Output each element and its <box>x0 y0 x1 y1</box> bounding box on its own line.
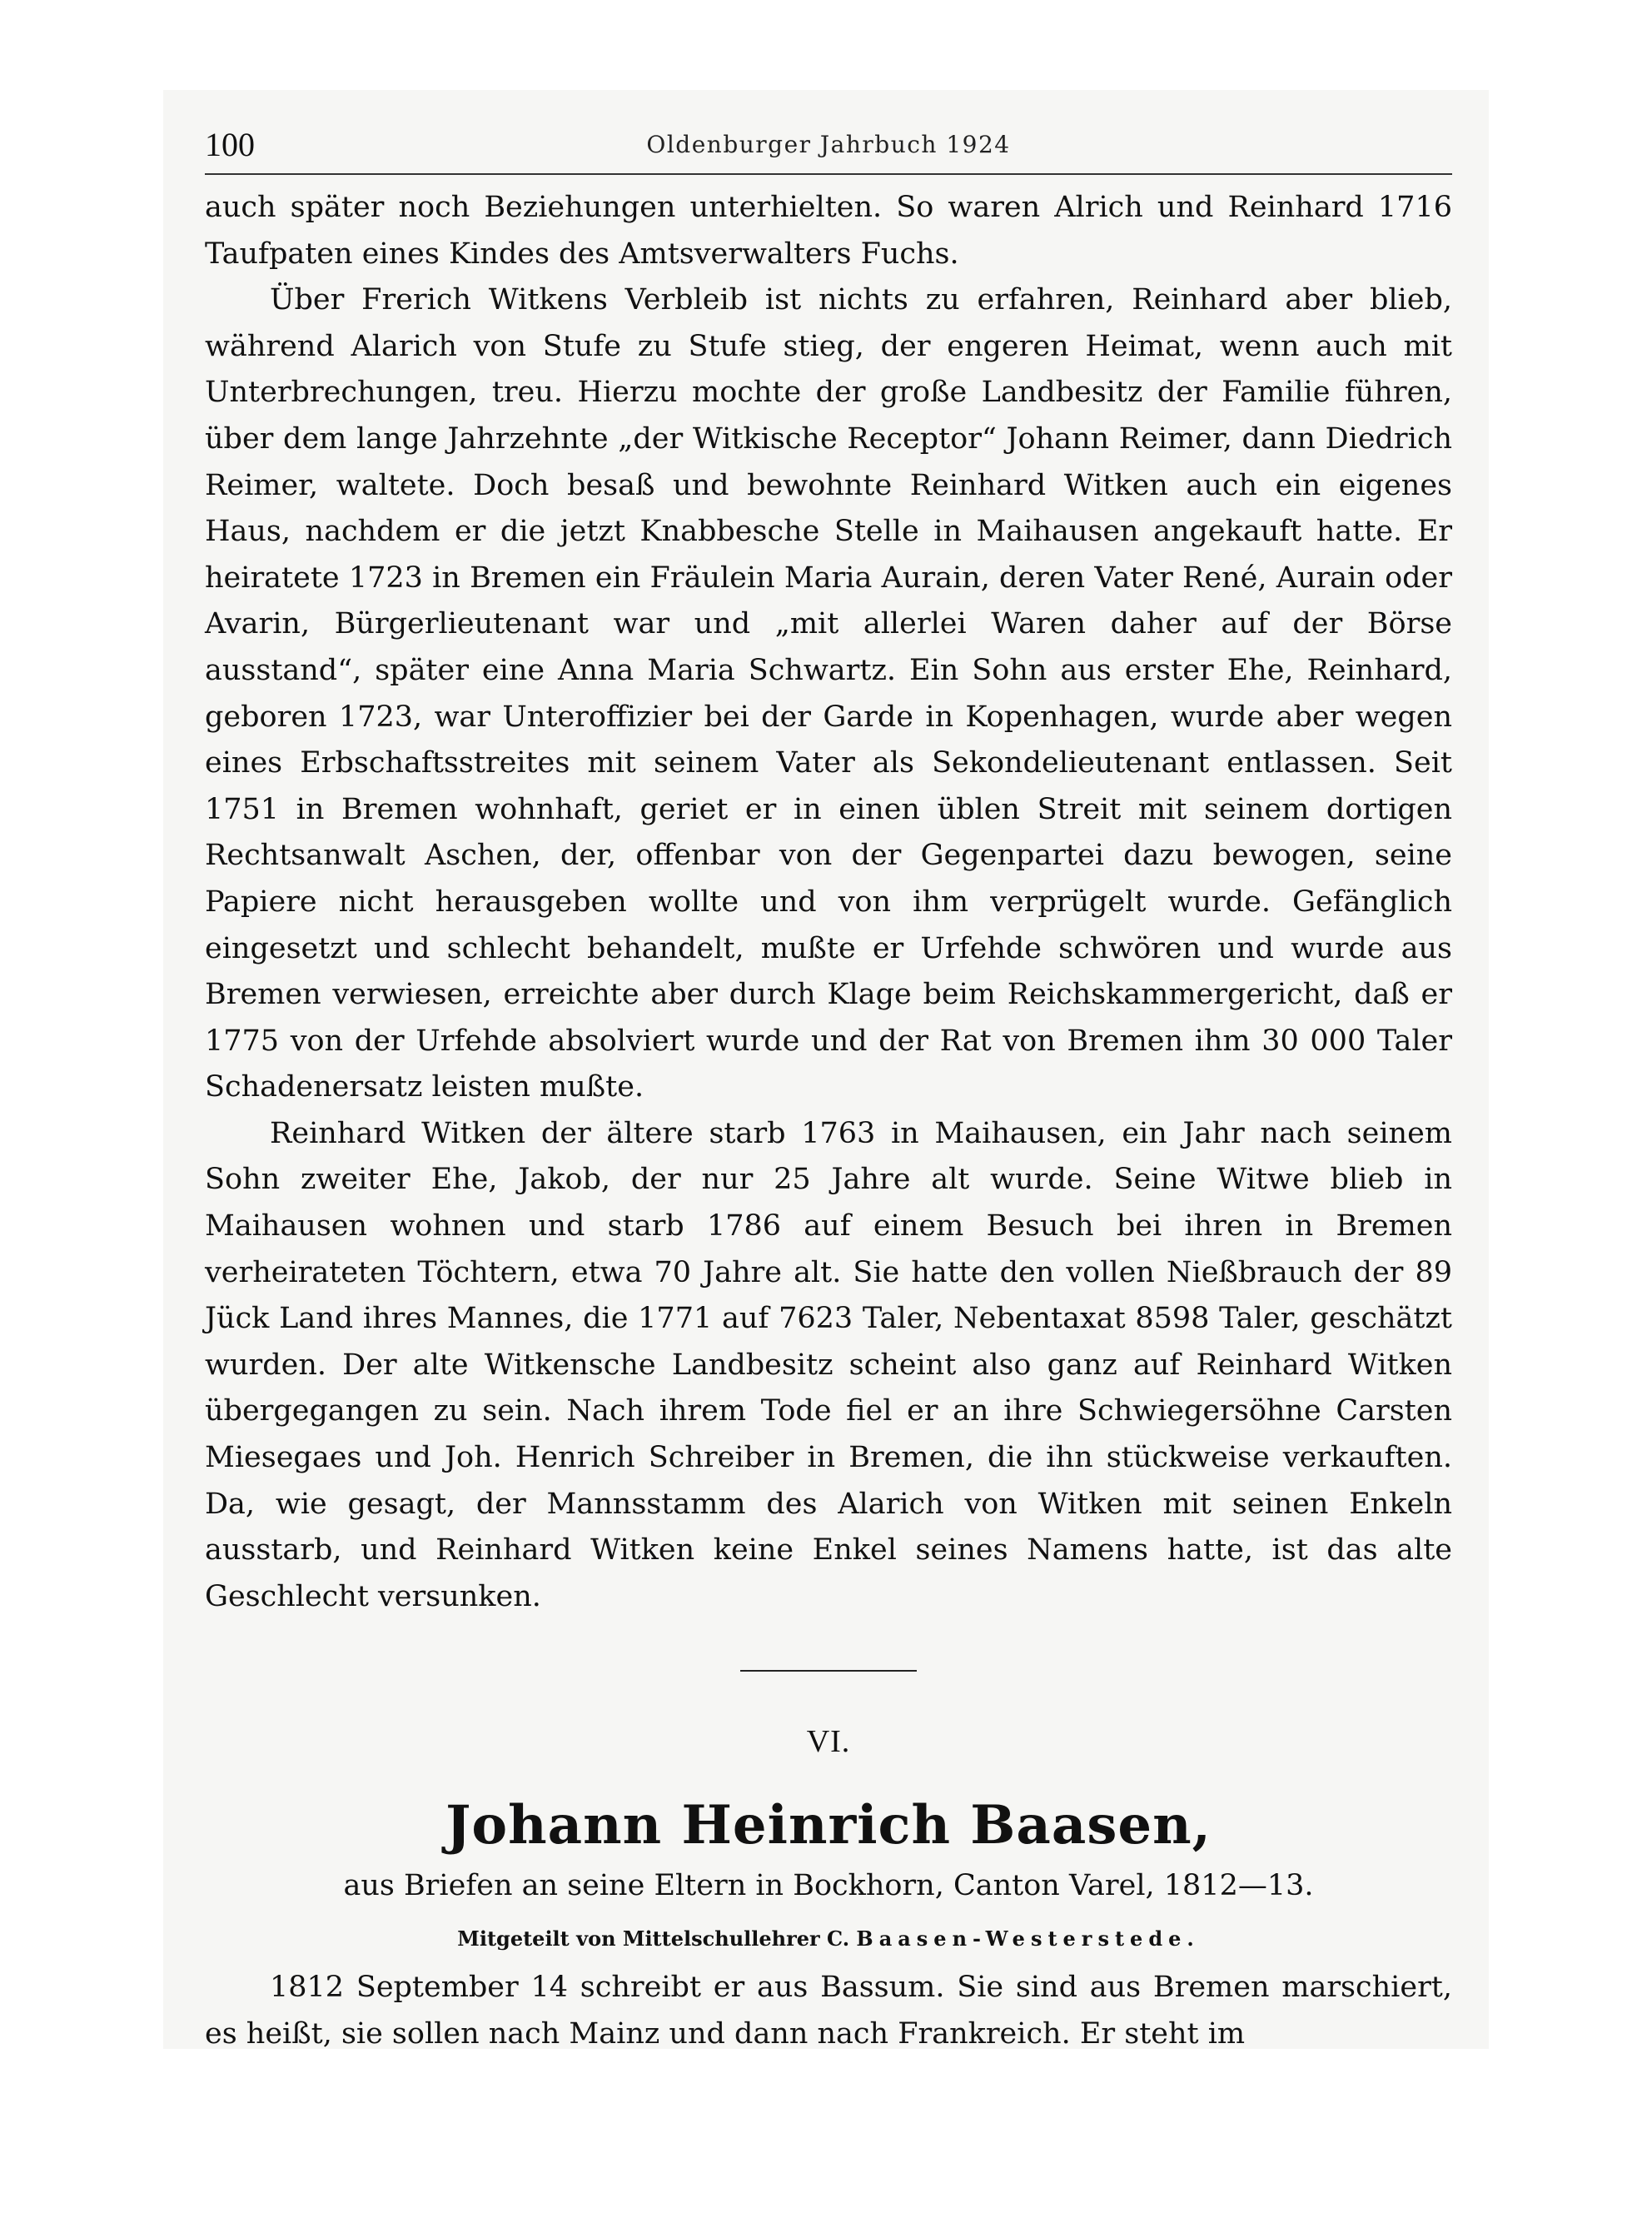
section-number: VI. <box>806 1724 851 1760</box>
paragraph: 1812 September 14 schreibt er aus Bassum. Sie sind aus Bremen marschiert, es heißt, sie sollen nach Mainz und dann nach Frankreich. Er steht im <box>205 1971 1452 2051</box>
paragraph: Über Frerich Witkens Verbleib ist nichts zu erfahren, Reinhard aber blieb, während Alarich von Stufe zu Stufe stieg, der engeren Heimat, wenn auch mit Unterbrechungen, treu. Hierzu mochte der große Landbesitz der Familie führen, über dem lange Jahrzehnte „der Witkische Receptor“ Johann Reimer, dann Diedrich Reimer, waltete. Doch besaß und bewohnte Reinhard Witken auch ein eigenes Haus, nachdem er die jetzt Knabbesche Stelle in Maihausen angekauft hatte. Er heiratete 1723 in Bremen ein Fräulein Maria Aurain, deren Vater René, Aurain oder Avarin, Bürgerlieutenant war und „mit allerlei Waren daher auf der Börse ausstand“, später eine Anna Maria Schwartz. Ein Sohn aus erster Ehe, Reinhard, geboren 1723, war Unteroffizier bei der Garde in Kopenhagen, wurde aber wegen eines Erbschaftsstreites mit seinem Vater als Sekondelieutenant entlassen. Seit 1751 in Bremen wohnhaft, geriet er in einen üblen Streit mit seinem dortigen Rechtsanwalt Aschen, der, offenbar von der Gegenpartei dazu bewogen, seine Papiere nicht herausgeben wollte und von ihm verprügelt wurde. Gefänglich eingesetzt und schlecht behandelt, mußte er Urfehde schwören und wurde aus Bremen verwiesen, erreichte aber durch Klage beim Reichskammergericht, daß er 1775 von der Urfehde absolviert wurde und der Rat von Bremen ihm 30 000 Taler Schadenersatz leisten mußte. <box>205 283 1452 1104</box>
paragraph: auch später noch Beziehungen unterhielten. So waren Alrich und Reinhard 1716 Taufpaten eines Kindes des Amtsverwalters Fuchs. <box>205 191 1452 271</box>
credit-prefix: Mitgeteilt von Mittelschullehrer C. <box>457 1926 850 1951</box>
journal-title: Oldenburger Jahrbuch 1924 <box>646 131 1011 158</box>
body-text <box>205 185 1452 1620</box>
page-number: 100 <box>205 126 255 163</box>
article-title: Johann Heinrich Baasen, <box>445 1794 1212 1857</box>
section-divider <box>740 1670 917 1672</box>
running-head <box>205 125 1452 175</box>
credit-author: Baasen-Westerstede. <box>856 1926 1200 1951</box>
paragraph: Reinhard Witken der ältere starb 1763 in Maihausen, ein Jahr nach seinem Sohn zweiter Ehe, Jakob, der nur 25 Jahre alt wurde. Seine Witwe blieb in Maihausen wohnen und starb 1786 auf einem Besuch bei ihren in Bremen verheirateten Töchtern, etwa 70 Jahre alt. Sie hatte den vollen Nießbrauch der 89 Jück Land ihres Mannes, die 1771 auf 7623 Taler, Nebentaxat 8598 Taler, geschätzt wurden. Der alte Witkensche Landbesitz scheint also ganz auf Reinhard Witken übergegangen zu sein. Nach ihrem Tode fiel er an ihre Schwiegersöhne Carsten Miesegaes und Joh. Henrich Schreiber in Bremen, die ihn stückweise verkauften. Da, wie gesagt, der Mannsstamm des Alarich von Witken mit seinen Enkeln ausstarb, und Reinhard Witken keine Enkel seines Namens hatte, ist das alte Geschlecht versunken. <box>205 1116 1452 1613</box>
document-page <box>205 125 1452 2058</box>
article-credit <box>205 1923 1452 1955</box>
article-body <box>205 1965 1452 2057</box>
article-subtitle: aus Briefen an seine Eltern in Bockhorn, Canton Varel, 1812—13. <box>343 1869 1314 1903</box>
